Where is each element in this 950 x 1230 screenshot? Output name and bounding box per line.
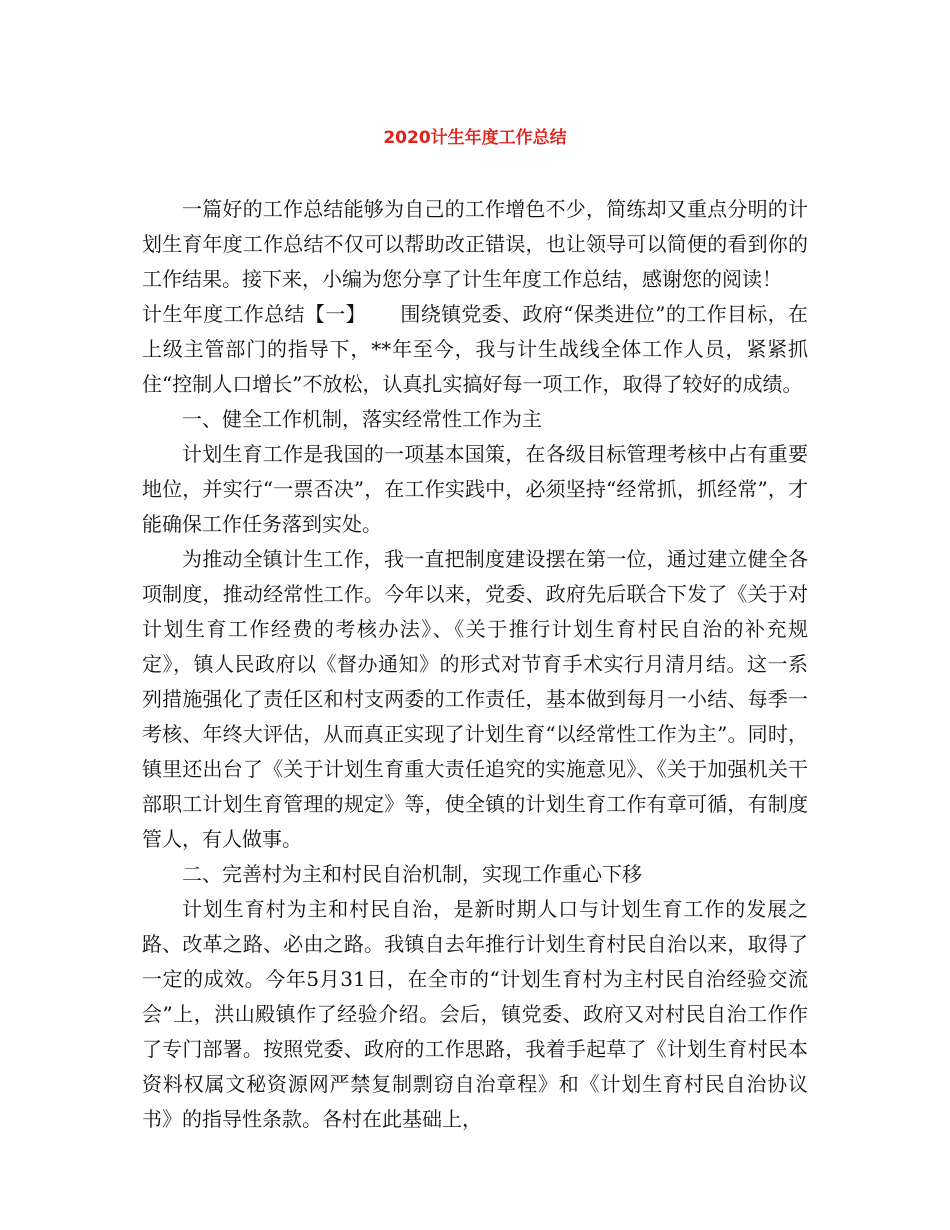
section-heading-1: 一、健全工作机制，落实经常性工作为主 xyxy=(182,407,542,431)
section-intro-text: 围绕镇党委、政府“保类进位”的工作目标，在上级主管部门的指导下，**年至今，我与计生战线全体工作人员，紧紧抓住“控制人口增长”不放松，认真扎实搞好每一项工作，取得了较好的成绩。 xyxy=(142,302,809,396)
body-paragraph-3: 计划生育村为主和村民自治，是新时期人口与计划生育工作的发展之路、改革之路、必由之路。我镇自去年推行计划生育村民自治以来，取得了一定的成效。今年5月31日，在全市的“计划生育村为主村民自治经验交流会”上，洪山殿镇作了经验介绍。会后，镇党委、政府又对村民自治工作作了专门部署。按照党委、政府的工作思路，我着手起草了《计划生育村民本资料权属文秘资源网严禁复制剽窃自治章程》和《计划生育村民自治协议书》的指导性条款。各村在此基础上， xyxy=(142,897,808,1131)
body-paragraph-1: 计划生育工作是我国的一项基本国策，在各级目标管理考核中占有重要地位，并实行“一票否决”，在工作实践中，必须坚持“经常抓，抓经常”，才能确保工作任务落到实处。 xyxy=(142,442,808,536)
section-paragraph xyxy=(142,297,808,402)
section-label: 计生年度工作总结【一】 xyxy=(142,302,366,326)
section-heading-2: 二、完善村为主和村民自治机制，实现工作重心下移 xyxy=(182,862,642,886)
body-paragraph-2: 为推动全镇计生工作，我一直把制度建设摆在第一位，通过建立健全各项制度，推动经常性工作。今年以来，党委、政府先后联合下发了《关于对计划生育工作经费的考核办法》、《关于推行计划生育村民自治的补充规定》，镇人民政府以《督办通知》的形式对节育手术实行月清月结。这一系列措施强化了责任区和村支两委的工作责任，基本做到每月一小结、每季一考核、年终大评估，从而真正实现了计划生育“以经常性工作为主”。同时，镇里还出台了《关于计划生育重大责任追究的实施意见》、《关于加强机关干部职工计划生育管理的规定》等，使全镇的计划生育工作有章可循，有制度管人，有人做事。 xyxy=(142,547,808,851)
document-title: 2020计生年度工作总结 xyxy=(383,128,567,148)
intro-paragraph: 一篇好的工作总结能够为自己的工作增色不少，简练却又重点分明的计划生育年度工作总结不仅可以帮助改正错误，也让领导可以简便的看到你的工作结果。接下来，小编为您分享了计生年度工作总结，感谢您的阅读！ xyxy=(142,197,808,291)
document-body xyxy=(142,192,808,1137)
